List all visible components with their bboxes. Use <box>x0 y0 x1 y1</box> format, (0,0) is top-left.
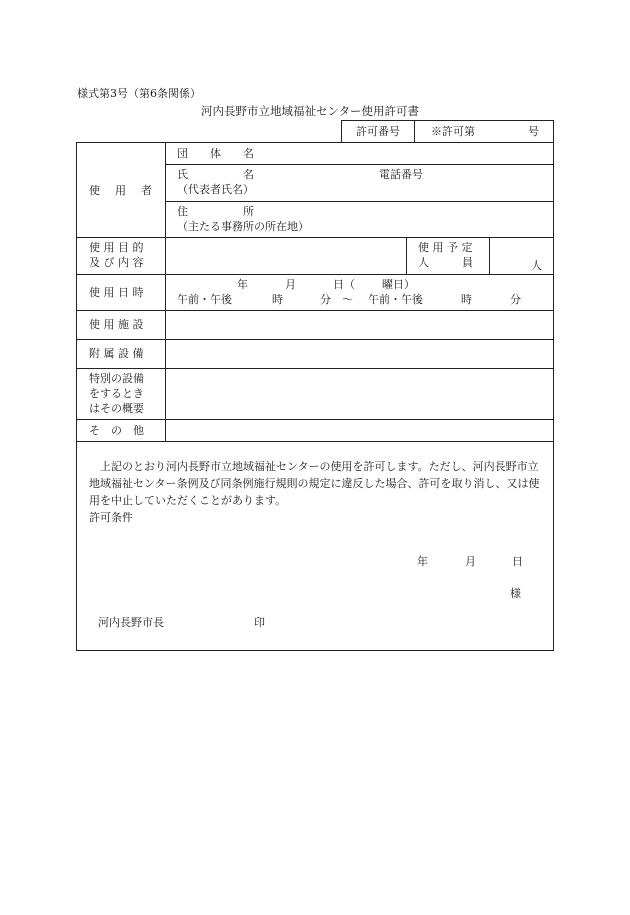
permission-text: 上記のとおり河内長野市立地域福祉センターの使用を許可します。ただし、河内長野市立地域福祉センター条例及び同条例施行規則の規定に違反した場合、許可を取り消し、又は使用を中止していただくことがあります。 <box>89 460 540 507</box>
date-weekday: 曜日） <box>382 278 415 291</box>
date-month: 月 <box>285 278 296 291</box>
end-hour: 時 <box>461 293 472 306</box>
name-label: 氏 名 <box>177 168 254 181</box>
expected-people-label-2: 人 員 <box>418 256 473 269</box>
issue-month: 月 <box>465 555 476 568</box>
facility-label: 使 用 施 設 <box>89 318 144 331</box>
start-hour: 時 <box>272 293 283 306</box>
phone-label: 電話番号 <box>379 168 423 181</box>
mayor-title: 河内長野市長 <box>98 616 164 629</box>
purpose-label-1: 使 用 目 的 <box>89 241 144 254</box>
purpose-label-2: 及 び 内 容 <box>89 256 144 269</box>
issue-day: 日 <box>512 555 523 568</box>
permit-number-suffix: 号 <box>528 125 539 138</box>
address-label: 住 所 <box>177 205 254 218</box>
group-name-label: 団 体 名 <box>177 147 254 160</box>
addressee-suffix: 様 <box>510 587 521 600</box>
end-ampm: 午前・午後 <box>368 293 423 306</box>
people-unit: 人 <box>531 259 542 272</box>
special-label-1: 特別の設備 <box>89 372 144 385</box>
office-location-label: （主たる事務所の所在地） <box>177 220 309 233</box>
other-label: そ の 他 <box>89 424 144 437</box>
end-minute: 分 <box>510 293 521 306</box>
start-minute: 分 ～ <box>320 293 353 306</box>
issue-year: 年 <box>417 555 428 568</box>
user-label: 使 用 者 <box>89 184 154 197</box>
start-ampm: 午前・午後 <box>177 293 232 306</box>
date-day: 日（ <box>333 278 355 291</box>
permit-number-label: 許可番号 <box>356 125 400 138</box>
equipment-label: 附 属 設 備 <box>89 347 144 360</box>
permit-number-value: ※許可第 <box>431 125 475 138</box>
representative-name-label: （代表者氏名） <box>177 183 254 196</box>
expected-people-label-1: 使 用 予 定 <box>418 241 473 254</box>
seal-mark: 印 <box>254 616 265 629</box>
form-number: 様式第3号（第6条関係） <box>77 87 201 100</box>
special-label-3: はその概要 <box>89 402 144 415</box>
date-year: 年 <box>237 278 248 291</box>
datetime-label: 使 用 日 時 <box>89 286 144 299</box>
document-title: 河内長野市立地域福祉センター使用許可書 <box>201 104 420 118</box>
special-label-2: をするとき <box>89 387 144 400</box>
conditions-label: 許可条件 <box>89 511 133 524</box>
